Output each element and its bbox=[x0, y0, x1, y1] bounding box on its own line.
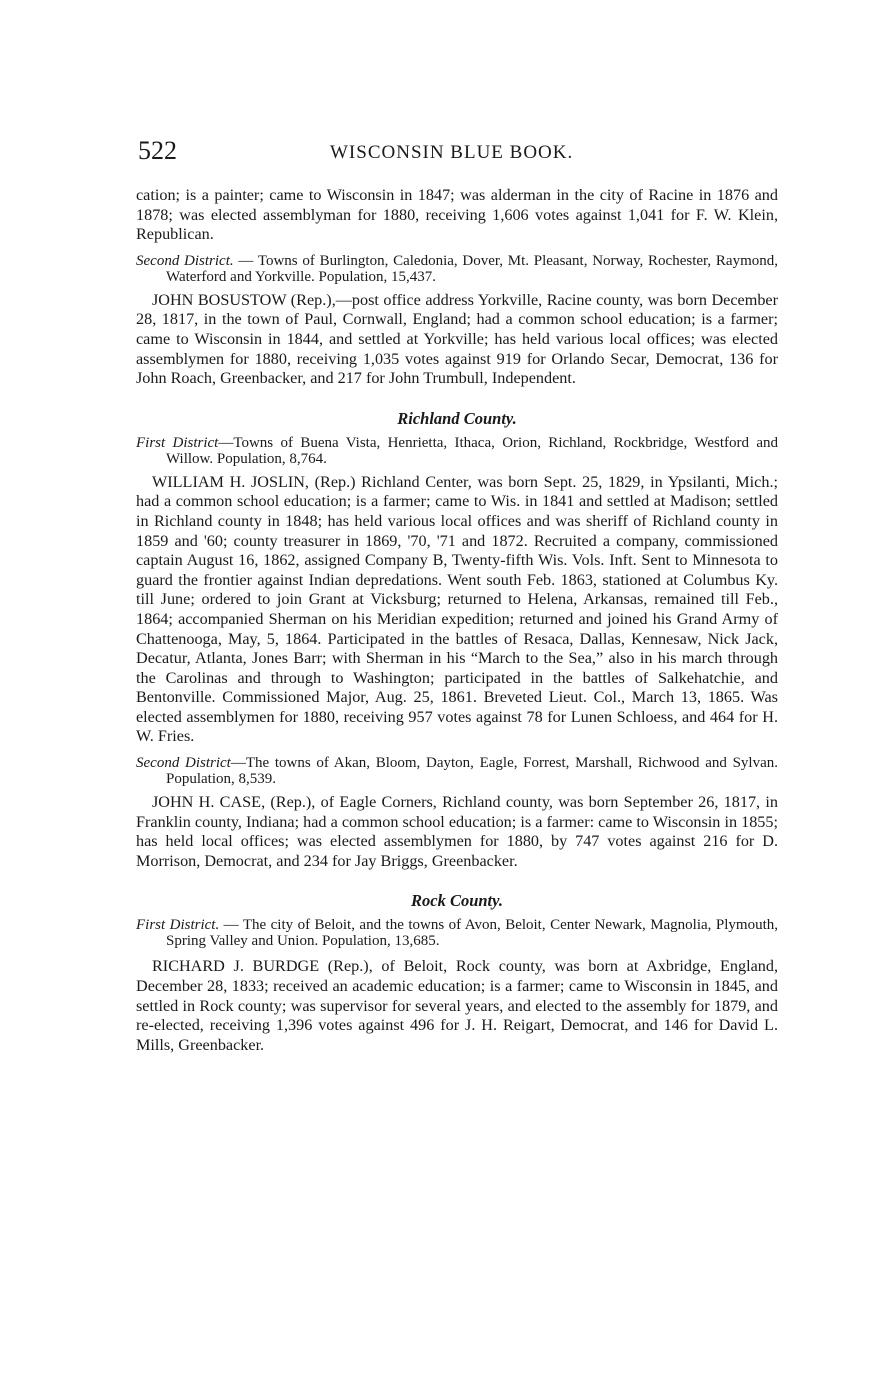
district-description: — Towns of Burlington, Caledonia, Dover, Mt. Pleasant, Norway, Rochester, Raymond, Waterford and Yorkville. Population, 15,437. bbox=[166, 252, 778, 285]
district-richland-second bbox=[136, 755, 778, 787]
running-title: WISCONSIN BLUE BOOK. bbox=[330, 142, 574, 163]
section-heading-rock: Rock County. bbox=[411, 891, 503, 911]
district-rock-first bbox=[136, 917, 778, 949]
district-label: Second District bbox=[136, 755, 231, 772]
page-number: 522 bbox=[138, 136, 177, 165]
biography-bosustow: JOHN BOSUSTOW (Rep.),—post office address Yorkville, Racine county, was born December 28, 1817, in the town of Paul, Cornwall, England; had a common school education; is a farmer; came to Wisconsin in 1844, and settled at Yorkville; has held various local offices; was elected assemblymen for 1880, receiving 1,035 votes against 919 for Orlando Secar, Democrat, 136 for John Roach, Greenbacker, and 217 for John Trumbull, Independent. bbox=[136, 290, 778, 388]
district-description: — The city of Beloit, and the towns of Avon, Beloit, Center Newark, Magnolia, Plymouth, Spring Valley and Union. Population, 13,685. bbox=[166, 917, 778, 950]
district-description: —The towns of Akan, Bloom, Dayton, Eagle, Forrest, Marshall, Richwood and Sylvan. Population, 8,539. bbox=[166, 755, 779, 788]
district-racine-second bbox=[136, 253, 778, 285]
biography-joslin: WILLIAM H. JOSLIN, (Rep.) Richland Center, was born Sept. 25, 1829, in Ypsilanti, Mich.; had a common school education; is a farmer; came to Wis. in 1841 and settled at Madison; settled in Richland county in 1848; has held various local offices and was sheriff of Richland county in 1859 and '60; county treasurer in 1869, '70, '71 and 1872. Recruited a company, commissioned captain August 16, 1862, assigned Company B, Twenty-fifth Wis. Vols. Inft. Sent to Minnesota to guard the frontier against Indian depredations. Went south Feb. 1863, stationed at Columbus Ky. till June; ordered to join Grant at Vicksburg; returned to Helena, Arkansas, remained till Feb., 1864; accompanied Sherman on his Meridian expedition; returned and joined his Grand Army of Chattenooga, May, 5, 1864. Participated in the battles of Resaca, Dallas, Kennesaw, Nick Jack, Decatur, Atlanta, Jones Barr; with Sherman in his “March to the Sea,” also in his march through the Carolinas and through to Washington; participated in the battles of Salkehatchie, and Bentonville. Commissioned Major, Aug. 25, 1861. Breveted Lieut. Col., March 13, 1865. Was elected assemblymen for 1880, receiving 957 votes against 78 for Lunen Schloess, and 464 for H. W. Fries. bbox=[136, 472, 778, 746]
paragraph-continuation: cation; is a painter; came to Wisconsin in 1847; was alderman in the city of Racine in 1876 and 1878; was elected assemblyman for 1880, receiving 1,606 votes against 1,041 for F. W. Klein, Republican. bbox=[136, 186, 778, 244]
body-text bbox=[136, 186, 778, 1055]
district-label: First District. bbox=[136, 917, 220, 934]
biography-burdge: RICHARD J. BURDGE (Rep.), of Beloit, Rock county, was born at Axbridge, England, December 28, 1833; received an academic education; is a farmer; came to Wisconsin in 1845, and settled in Rock county; was supervisor for several years, and elected to the assembly for 1879, and re-elected, receiving 1,396 votes against 496 for J. H. Reigart, Democrat, and 146 for David L. Mills, Greenbacker. bbox=[136, 957, 778, 1054]
biography-case: JOHN H. CASE, (Rep.), of Eagle Corners, Richland county, was born September 26, 1817, in Franklin county, Indiana; had a common school education; is a farmer: came to Wisconsin in 1855; has held local offices; was elected assemblymen for 1880, by 747 votes against 216 for D. Morrison, Democrat, and 234 for Jay Briggs, Greenbacker. bbox=[136, 793, 778, 870]
district-description: —Towns of Buena Vista, Henrietta, Ithaca, Orion, Richland, Rockbridge, Westford and Willow. Population, 8,764. bbox=[166, 434, 778, 467]
district-label: Second District. bbox=[136, 252, 234, 269]
district-richland-first bbox=[136, 435, 778, 467]
page-header bbox=[138, 136, 778, 170]
section-heading-richland: Richland County. bbox=[397, 408, 517, 428]
district-label: First District bbox=[136, 434, 219, 451]
